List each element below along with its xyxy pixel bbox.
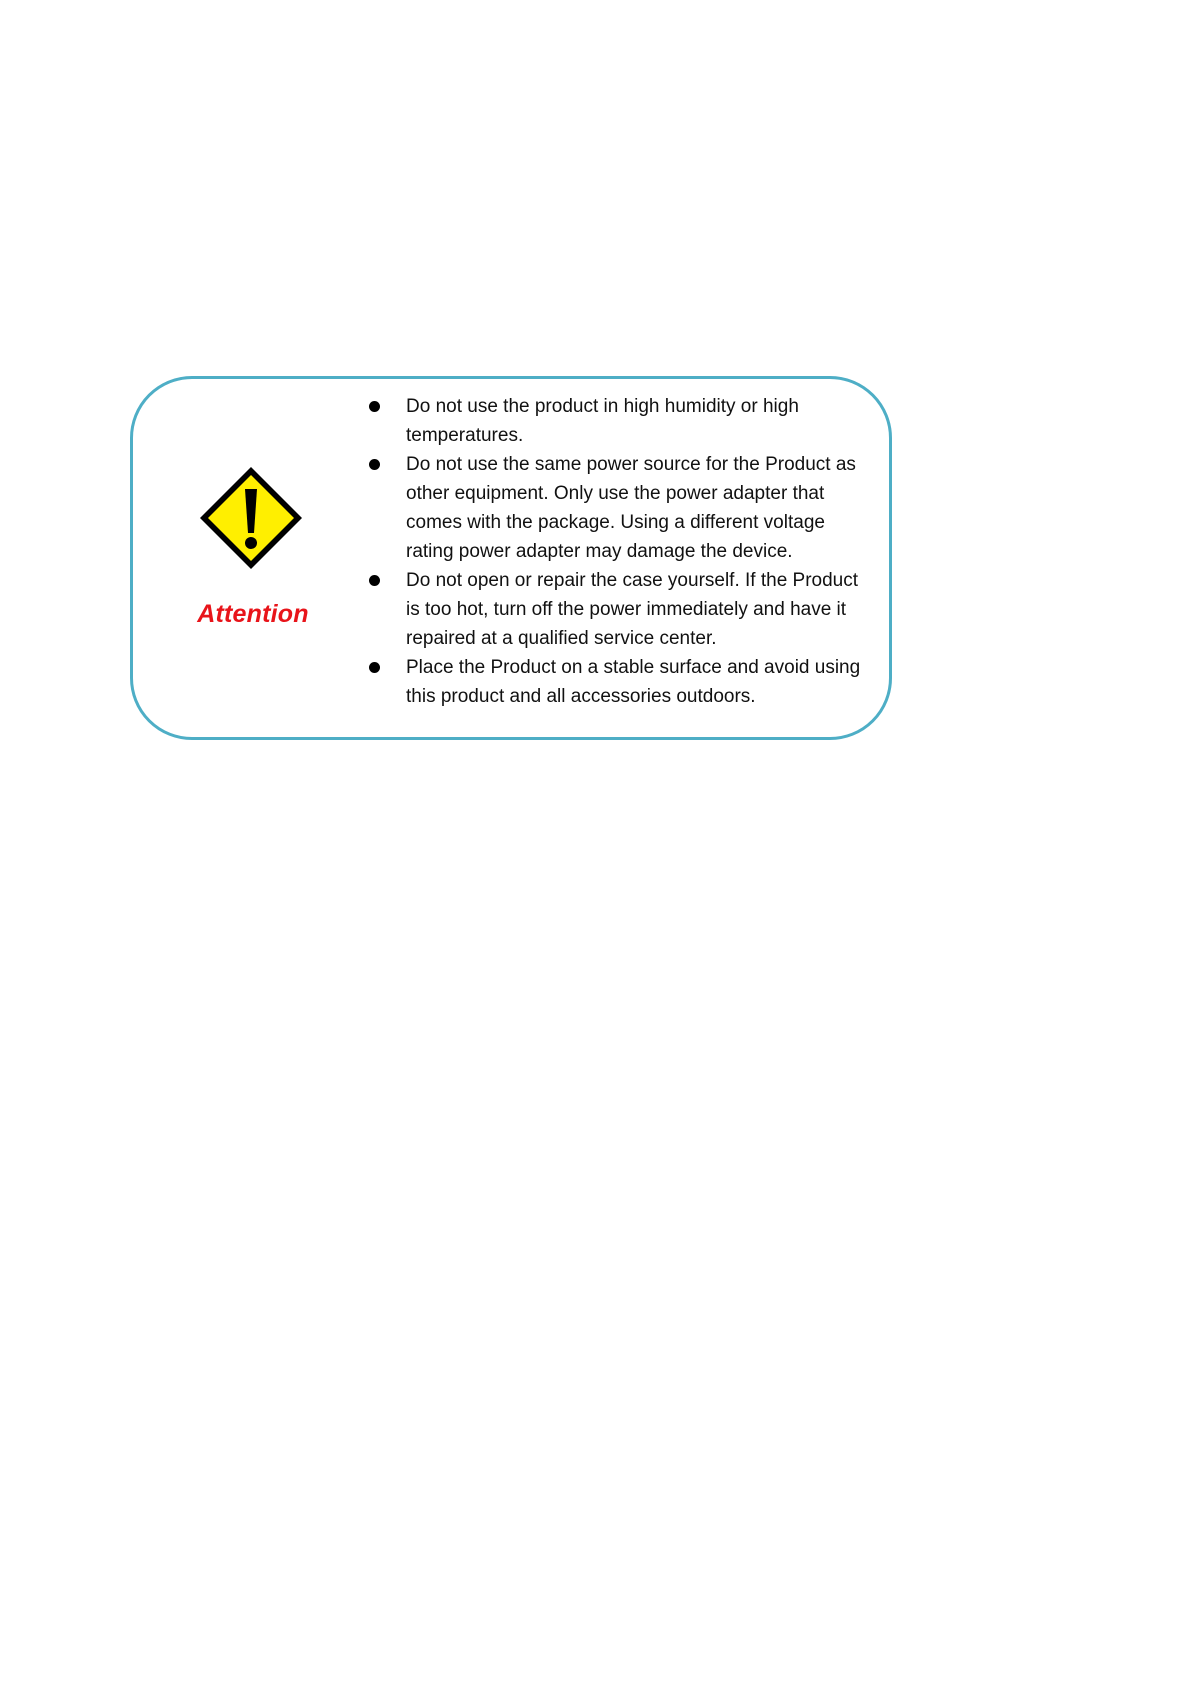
list-item <box>360 392 870 450</box>
list-item <box>360 653 870 711</box>
warning-icon <box>196 463 306 573</box>
list-item-text: Do not use the same power source for the Product as other equipment. Only use the power adapter that comes with the package. Using a different voltage rating power adapter may damage the device. <box>406 454 856 562</box>
bullet-icon <box>369 662 380 673</box>
list-item <box>360 450 870 566</box>
bullet-icon <box>369 401 380 412</box>
list-item-text: Do not open or repair the case yourself. If the Product is too hot, turn off the power immediately and have it repaired at a qualified service center. <box>406 570 859 649</box>
list-item <box>360 566 870 653</box>
list-item-text: Do not use the product in high humidity or high temperatures. <box>406 396 799 446</box>
bullet-icon <box>369 459 380 470</box>
list-item-text: Place the Product on a stable surface and avoid using this product and all accessories outdoors. <box>406 657 861 707</box>
bullet-icon <box>369 575 380 586</box>
attention-label: Attention <box>197 600 309 628</box>
safety-bullet-list <box>360 392 870 711</box>
